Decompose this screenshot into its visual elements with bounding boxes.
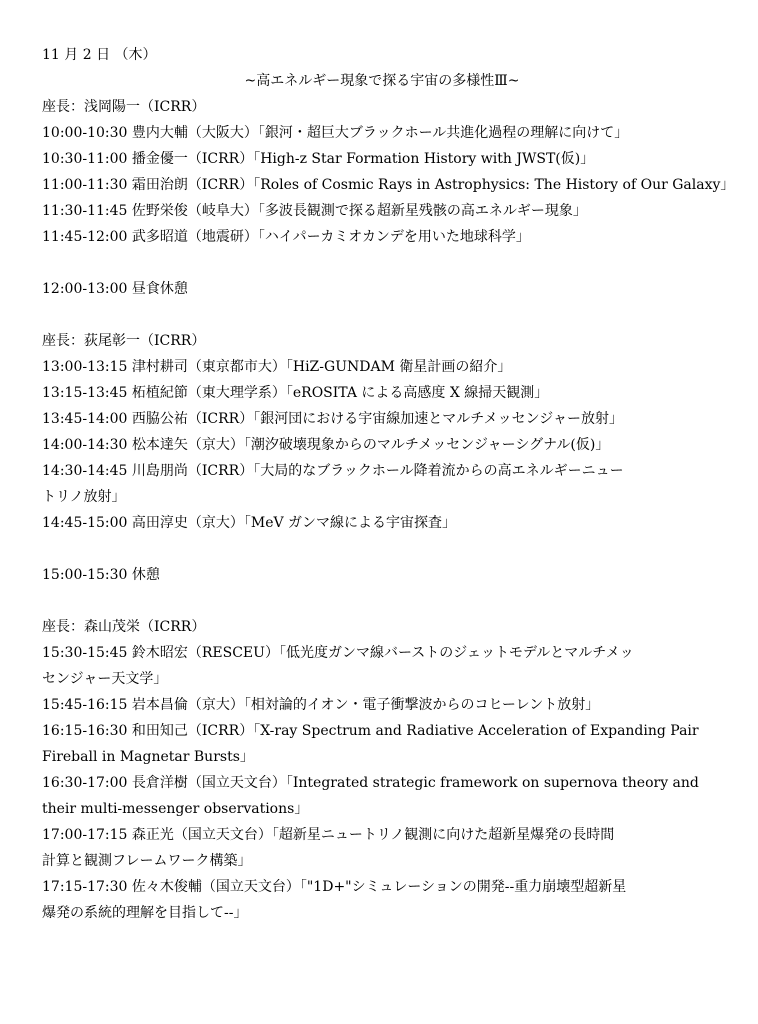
talk-line: 17:00-17:15 森正光（国立天文台）「超新星ニュートリノ観測に向けた超新星爆発の長時間: [42, 827, 615, 843]
talk-line-continued: センジャー天文学」: [42, 671, 168, 687]
talk-line: 13:45-14:00 西脇公祐（ICRR）「銀河団における宇宙線加速とマルチメッセンジャー放射」: [42, 411, 624, 427]
break-line: 15:00-15:30 休憩: [42, 567, 160, 583]
talk-line: 10:30-11:00 播金優一（ICRR）「High-z Star Formation History with JWST(仮)」: [42, 151, 595, 167]
talk-line: 11:45-12:00 武多昭道（地震研）「ハイパーカミオカンデを用いた地球科学」: [42, 229, 530, 245]
break-line: 12:00-13:00 昼食休憩: [42, 281, 188, 297]
spacer: [42, 250, 722, 276]
spacer: [42, 536, 722, 562]
talk-line-continued: their multi-messenger observations」: [42, 801, 309, 817]
talk-line-continued: トリノ放射」: [42, 489, 126, 505]
talk-line: 14:45-15:00 高田淳史（京大）「MeV ガンマ線による宇宙探査」: [42, 515, 457, 531]
spacer: [42, 302, 722, 328]
talk-line: 15:30-15:45 鈴木昭宏（RESCEU）「低光度ガンマ線バーストのジェットモデルとマルチメッ: [42, 645, 634, 661]
talk-line: 15:45-16:15 岩本昌倫（京大）「相対論的イオン・電子衝撃波からのコヒーレント放射」: [42, 697, 600, 713]
talk-line: 17:15-17:30 佐々木俊輔（国立天文台）「"1D+"シミュレーションの開発--重力崩壊型超新星: [42, 879, 627, 895]
chair-line: 座長：浅岡陽一（ICRR）: [42, 99, 206, 115]
talk-line: 10:00-10:30 豊内大輔（大阪大）「銀河・超巨大ブラックホール共進化過程の理解に向けて」: [42, 125, 629, 141]
talk-line-continued: 爆発の系統的理解を目指して--」: [42, 905, 248, 921]
chair-line: 座長：森山茂栄（ICRR）: [42, 619, 206, 635]
chair-line: 座長：荻尾彰一（ICRR）: [42, 333, 206, 349]
talk-line: 13:15-13:45 柘植紀節（東大理学系）「eROSITA による高感度 X 線掃天観測」: [42, 385, 549, 401]
talk-line-continued: Fireball in Magnetar Bursts」: [42, 749, 254, 765]
spacer: [42, 588, 722, 614]
date-line: 11 月 2 日 （木）: [42, 47, 157, 63]
talk-line: 14:30-14:45 川島朋尚（ICRR）「大局的なブラックホール降着流からの高エネルギーニュー: [42, 463, 624, 479]
talk-line: 11:30-11:45 佐野栄俊（岐阜大）「多波長観測で探る超新星残骸の高エネルギー現象」: [42, 203, 587, 219]
talk-line-continued: 計算と観測フレームワーク構築」: [42, 853, 252, 869]
talk-line: 11:00-11:30 霜田治朗（ICRR）「Roles of Cosmic Rays in Astrophysics: The History of Our Galaxy」: [42, 177, 735, 193]
talk-line: 16:15-16:30 和田知己（ICRR）「X-ray Spectrum and Radiative Acceleration of Expanding Pair: [42, 723, 699, 739]
talk-line: 14:00-14:30 松本達矢（京大）「潮汐破壊現象からのマルチメッセンジャーシグナル(仮)」: [42, 437, 610, 453]
talk-line: 16:30-17:00 長倉洋樹（国立天文台）「Integrated strategic framework on supernova theory and: [42, 775, 699, 791]
talk-line: 13:00-13:15 津村耕司（東京都市大）「HiZ-GUNDAM 衛星計画の紹介」: [42, 359, 512, 375]
program-document: [42, 42, 735, 926]
session-title: ~高エネルギー現象で探る宇宙の多様性Ⅲ~: [244, 73, 520, 89]
